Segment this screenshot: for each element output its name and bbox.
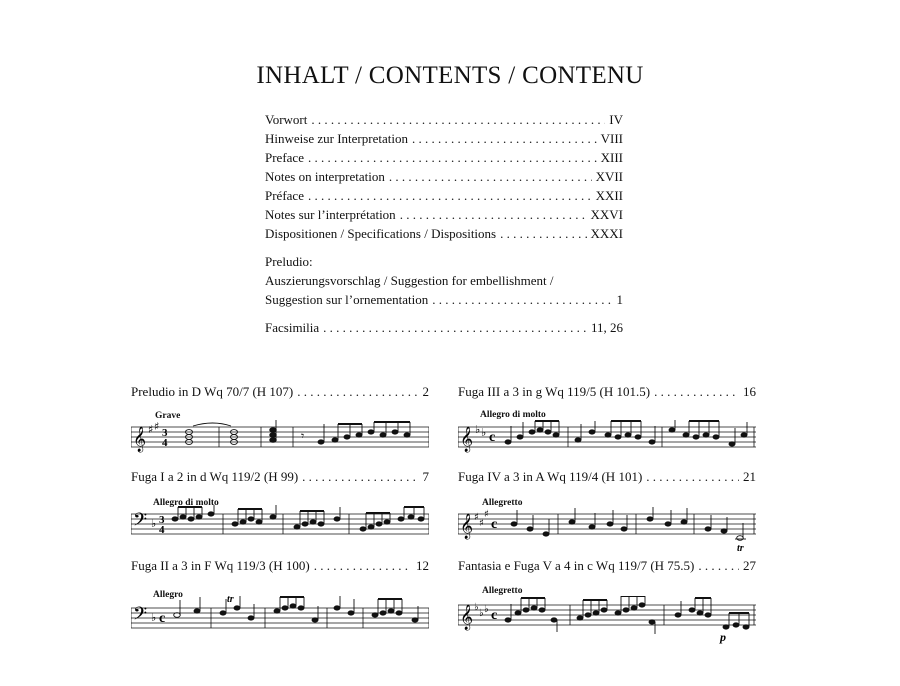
svg-text:♭: ♭ xyxy=(484,604,489,615)
toc-entry-page: XIII xyxy=(600,150,623,165)
toc-entry-label: Préface xyxy=(265,188,304,203)
svg-text:c: c xyxy=(491,517,498,532)
toc-entry[interactable] xyxy=(265,169,623,187)
preludio-subtitle: Auszierungsvorschlag / Suggestion for embellishment / xyxy=(265,273,554,288)
toc-entry[interactable] xyxy=(265,131,623,149)
staff-notation xyxy=(131,418,429,458)
leader-dots xyxy=(389,169,592,185)
page-title: INHALT / CONTENTS / CONTENU xyxy=(256,62,644,89)
preludio-heading: Preludio: xyxy=(265,254,313,269)
leader-dots xyxy=(400,207,587,223)
toc-entry-label: Facsimilia xyxy=(265,320,320,335)
svg-text:♭: ♭ xyxy=(151,611,157,624)
piece-title-row[interactable] xyxy=(458,384,756,402)
leader-dots xyxy=(412,131,597,147)
toc-entry[interactable] xyxy=(265,112,623,130)
piece-page: 27 xyxy=(743,558,756,573)
toc-entry-label: Preface xyxy=(265,150,304,165)
leader-dots xyxy=(297,384,418,400)
svg-text:♭: ♭ xyxy=(481,426,487,439)
leader-dots xyxy=(432,292,612,308)
svg-text:♯: ♯ xyxy=(148,423,154,436)
toc-entry-page: VIII xyxy=(600,131,623,146)
piece-title: Fuga I a 2 in d Wq 119/2 (H 99) xyxy=(131,469,299,484)
svg-text:♭: ♭ xyxy=(474,602,479,613)
toc-entry[interactable] xyxy=(265,320,623,338)
tempo-marking: Allegretto xyxy=(482,498,523,508)
staff-notation xyxy=(131,505,429,545)
toc-entry-page: XXII xyxy=(595,188,623,203)
leader-dots xyxy=(302,469,418,485)
piece-title-row[interactable] xyxy=(131,384,429,402)
toc-entry-label: Vorwort xyxy=(265,112,308,127)
piece-page: 7 xyxy=(422,469,429,484)
toc-entry[interactable] xyxy=(265,150,623,168)
trill-mark: tr xyxy=(227,594,234,605)
svg-text:c: c xyxy=(159,611,166,626)
piece-title-row[interactable] xyxy=(131,469,429,487)
music-incipit xyxy=(458,578,756,644)
piece-page: 16 xyxy=(743,384,756,399)
leader-dots xyxy=(323,320,587,336)
music-incipit xyxy=(458,404,756,452)
tempo-marking: Allegretto xyxy=(482,586,523,596)
toc-entry-page: 1 xyxy=(616,292,623,307)
leader-dots xyxy=(500,226,586,242)
treble-clef-icon: 𝄞 xyxy=(460,427,474,452)
piece-title: Preludio in D Wq 70/7 (H 107) xyxy=(131,384,294,399)
toc-entry-label: Notes sur l’interprétation xyxy=(265,207,396,222)
piece-title-row[interactable] xyxy=(458,558,756,576)
svg-text:♯: ♯ xyxy=(154,420,160,433)
tempo-marking: Grave xyxy=(155,411,181,421)
piece-title-row[interactable] xyxy=(458,469,756,487)
toc-entry[interactable] xyxy=(265,226,623,244)
svg-text:♯: ♯ xyxy=(474,512,479,523)
toc-entry-label: Notes on interpretation xyxy=(265,169,385,184)
svg-text:♯: ♯ xyxy=(479,518,484,529)
piece-page: 12 xyxy=(416,558,429,573)
svg-text:𝄾: 𝄾 xyxy=(301,429,305,443)
toc-entry-label: Dispositionen / Specifications / Dispositions xyxy=(265,226,497,241)
leader-dots xyxy=(654,384,739,400)
music-incipit xyxy=(131,489,429,536)
leader-dots xyxy=(314,558,412,574)
music-incipit xyxy=(131,404,429,452)
tempo-marking: Allegro di molto xyxy=(480,410,546,420)
staff-notation xyxy=(458,505,756,553)
dynamic-mark: p xyxy=(720,630,726,644)
svg-text:♭: ♭ xyxy=(475,423,481,436)
piece-page: 2 xyxy=(422,384,429,399)
leader-dots xyxy=(311,112,605,128)
staff-notation xyxy=(458,596,756,644)
trill-mark: tr xyxy=(737,543,744,553)
bass-clef-icon: 𝄢 xyxy=(133,604,148,629)
toc-entry[interactable] xyxy=(265,292,623,310)
svg-text:c: c xyxy=(491,608,498,623)
tempo-marking: Allegro xyxy=(153,590,183,600)
piece-page: 21 xyxy=(743,469,756,484)
toc-entry[interactable] xyxy=(265,207,623,225)
leader-dots xyxy=(646,469,739,485)
toc-entry-page: XVII xyxy=(595,169,623,184)
svg-text:c: c xyxy=(489,430,496,445)
svg-text:3: 3 xyxy=(162,427,168,439)
leader-dots xyxy=(308,188,592,204)
treble-clef-icon: 𝄞 xyxy=(133,427,147,452)
toc-entry-page: 11, 26 xyxy=(590,320,623,335)
piece-title-row[interactable] xyxy=(131,558,429,576)
svg-text:4: 4 xyxy=(162,437,168,449)
piece-title: Fantasia e Fuga V a 4 in c Wq 119/7 (H 75.5) xyxy=(458,558,695,573)
staff-notation xyxy=(131,594,429,634)
svg-text:♭: ♭ xyxy=(151,517,157,530)
svg-text:♯: ♯ xyxy=(484,509,489,520)
toc-entry-label: Hinweise zur Interpretation xyxy=(265,131,408,146)
bass-clef-icon: 𝄢 xyxy=(133,510,148,535)
music-incipit xyxy=(458,489,756,553)
toc-entry-page: XXVI xyxy=(590,207,623,222)
toc-entry-label: Suggestion sur l’ornementation xyxy=(265,292,429,307)
music-incipit xyxy=(131,578,429,629)
piece-title: Fuga III a 3 in g Wq 119/5 (H 101.5) xyxy=(458,384,651,399)
piece-title: Fuga IV a 3 in A Wq 119/4 (H 101) xyxy=(458,469,643,484)
toc-entry-page: XXXI xyxy=(590,226,623,241)
staff-notation xyxy=(458,418,756,458)
tempo-marking: Allegro di molto xyxy=(153,498,219,508)
treble-clef-icon: 𝄞 xyxy=(460,514,474,539)
treble-clef-icon: 𝄞 xyxy=(460,605,474,630)
piece-title: Fuga II a 3 in F Wq 119/3 (H 100) xyxy=(131,558,310,573)
leader-dots xyxy=(698,558,739,574)
svg-text:3: 3 xyxy=(159,514,165,526)
toc-entry-page: IV xyxy=(609,112,623,127)
toc-entry[interactable] xyxy=(265,188,623,206)
leader-dots xyxy=(308,150,597,166)
svg-text:♭: ♭ xyxy=(479,608,484,619)
svg-text:4: 4 xyxy=(159,524,165,536)
